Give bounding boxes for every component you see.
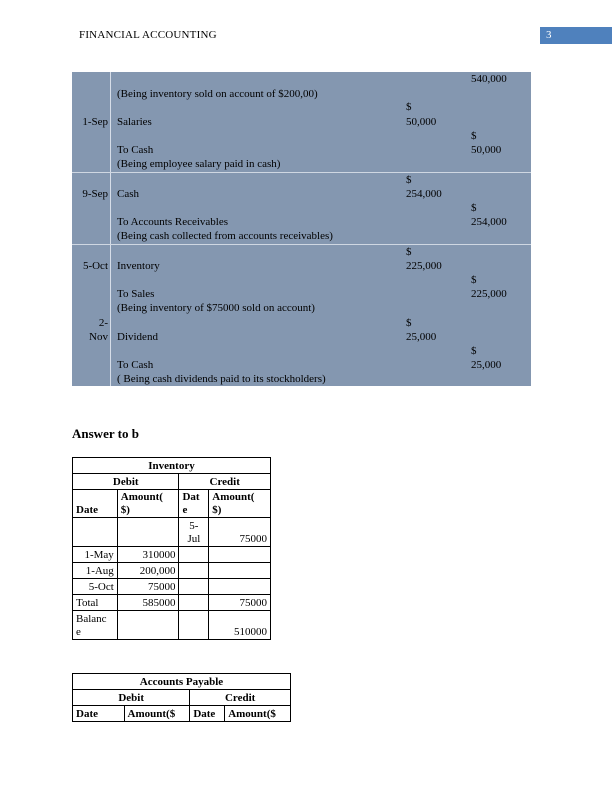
ledger-title: Accounts Payable xyxy=(73,674,291,690)
debit-currency: $ xyxy=(406,101,412,113)
date-column-header: Dat e xyxy=(179,490,209,518)
credit-amount: 540,000 xyxy=(471,73,507,85)
table-row xyxy=(73,563,271,579)
amount-column-header: Amount( $) xyxy=(209,490,271,518)
running-header: FINANCIAL ACCOUNTING xyxy=(79,29,217,41)
debit-account: Inventory xyxy=(117,260,160,272)
credit-header: Credit xyxy=(179,474,271,490)
entry-date: 1-Sep xyxy=(82,116,108,128)
column-divider xyxy=(110,72,111,172)
ledger-title: Inventory xyxy=(73,458,271,474)
debit-amount: 25,000 xyxy=(406,331,437,343)
balance-row xyxy=(73,611,271,640)
credit-currency: $ xyxy=(471,274,477,286)
debit-currency: $ xyxy=(406,246,412,258)
credit-amount: 254,000 xyxy=(471,216,507,228)
total-row xyxy=(73,595,271,611)
debit-date-cell: 1-May xyxy=(73,547,118,563)
date-column-header: Date xyxy=(73,706,125,722)
debit-header: Debit xyxy=(73,690,190,706)
date-column-header: Date xyxy=(190,706,225,722)
credit-date-cell: 5- Jul xyxy=(179,518,209,547)
debit-amount-cell: 200,000 xyxy=(117,563,179,579)
debit-amount: 50,000 xyxy=(406,116,437,128)
credit-date-cell xyxy=(179,563,209,579)
debit-amount: 225,000 xyxy=(406,260,442,272)
credit-account: To Accounts Receivables xyxy=(117,216,229,228)
debit-amount-cell: 75000 xyxy=(117,579,179,595)
credit-date-cell xyxy=(179,595,209,611)
credit-date-cell xyxy=(179,579,209,595)
credit-date-cell xyxy=(179,611,209,640)
debit-date-cell: 5-Oct xyxy=(73,579,118,595)
credit-amount-cell xyxy=(209,579,271,595)
narration: ( Being cash dividends paid to its stockholders) xyxy=(117,373,326,385)
debit-header: Debit xyxy=(73,474,179,490)
debit-amount: 254,000 xyxy=(406,188,442,200)
entry-date: Nov xyxy=(89,331,108,343)
answer-heading: Answer to b xyxy=(72,426,139,441)
debit-amount-cell xyxy=(117,611,179,640)
column-divider xyxy=(110,245,111,386)
total-debit: 585000 xyxy=(117,595,179,611)
column-divider xyxy=(110,173,111,244)
credit-currency: $ xyxy=(471,130,477,142)
credit-currency: $ xyxy=(471,345,477,357)
debit-account: Cash xyxy=(117,188,139,200)
table-row xyxy=(73,518,271,547)
entry-date: 2- xyxy=(98,317,108,329)
table-row xyxy=(73,547,271,563)
table-row xyxy=(73,579,271,595)
debit-amount-cell: 310000 xyxy=(117,547,179,563)
inventory-ledger-table xyxy=(72,457,271,640)
debit-account: Salaries xyxy=(117,116,152,128)
amount-column-header: Amount($ xyxy=(225,706,291,722)
credit-account: To Cash xyxy=(117,144,154,156)
credit-amount: 225,000 xyxy=(471,288,507,300)
narration: (Being cash collected from accounts receivables) xyxy=(117,230,333,242)
credit-amount: 50,000 xyxy=(471,144,502,156)
narration: (Being inventory of $75000 sold on account) xyxy=(117,302,315,314)
entry-date: 9-Sep xyxy=(82,188,108,200)
narration: (Being inventory sold on account of $200,00) xyxy=(117,88,318,100)
credit-account: To Cash xyxy=(117,359,154,371)
date-column-header: Date xyxy=(73,490,118,518)
debit-account: Dividend xyxy=(117,331,158,343)
accounts-payable-ledger-table xyxy=(72,673,291,722)
credit-account: To Sales xyxy=(117,288,155,300)
debit-currency: $ xyxy=(406,174,412,186)
journal-block-cash xyxy=(72,173,531,245)
credit-amount: 25,000 xyxy=(471,359,502,371)
debit-currency: $ xyxy=(406,317,412,329)
credit-amount-cell xyxy=(209,547,271,563)
credit-date-cell xyxy=(179,547,209,563)
credit-currency: $ xyxy=(471,202,477,214)
total-label: Total xyxy=(73,595,118,611)
balance-label: Balanc e xyxy=(73,611,118,640)
credit-amount-cell xyxy=(209,563,271,579)
journal-block-salaries xyxy=(72,72,531,173)
page-number-badge: 3 xyxy=(540,27,612,44)
journal-block-inventory-dividend xyxy=(72,245,531,386)
debit-date-cell xyxy=(73,518,118,547)
amount-column-header: Amount( $) xyxy=(117,490,179,518)
credit-header: Credit xyxy=(190,690,291,706)
entry-date: 5-Oct xyxy=(82,260,108,272)
balance-amount: 510000 xyxy=(209,611,271,640)
debit-amount-cell xyxy=(117,518,179,547)
journal-entries-table xyxy=(72,72,531,386)
total-credit: 75000 xyxy=(209,595,271,611)
narration: (Being employee salary paid in cash) xyxy=(117,158,281,170)
amount-column-header: Amount($ xyxy=(124,706,190,722)
credit-amount-cell: 75000 xyxy=(209,518,271,547)
debit-date-cell: 1-Aug xyxy=(73,563,118,579)
